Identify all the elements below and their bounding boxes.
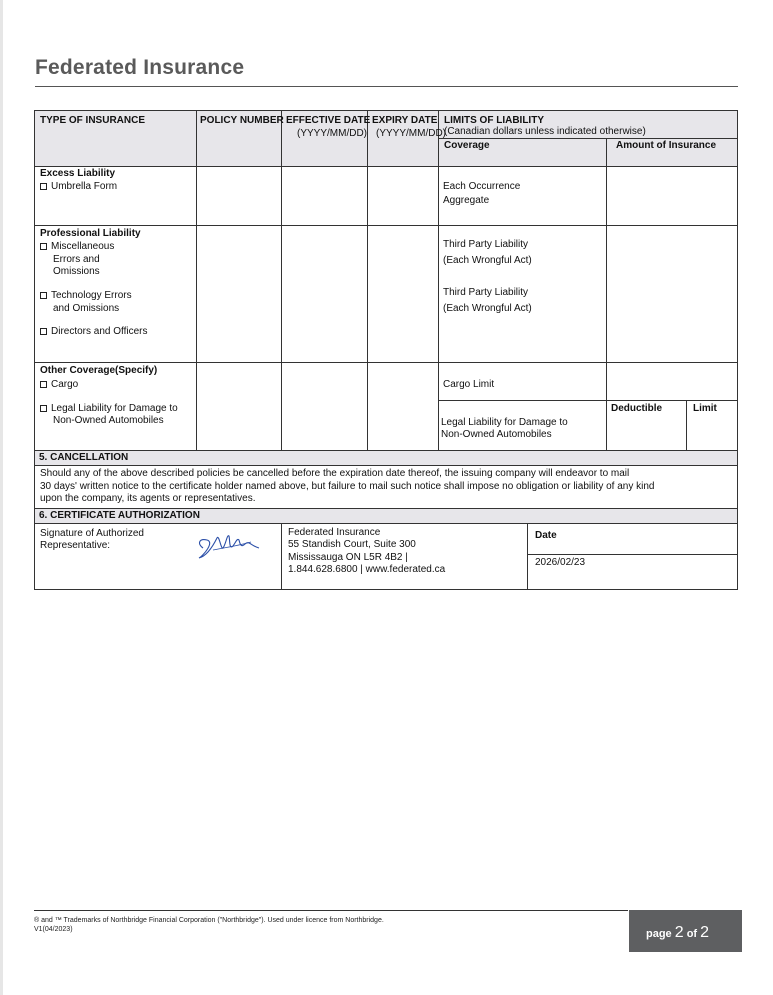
misc-errors-label-1: Miscellaneous [51, 241, 115, 252]
col-divider-2 [281, 110, 282, 450]
misc-errors-label-2: Errors and [53, 254, 100, 265]
tech-errors-label-2: and Omissions [53, 303, 120, 314]
table-right-border [737, 110, 738, 590]
date-divider [527, 554, 738, 555]
col-divider-3 [367, 110, 368, 450]
cancellation-text-3: upon the company, its agents or representatives. [40, 493, 256, 504]
misc-errors-label-3: Omissions [53, 266, 100, 277]
version-label: V1(04/2023) [34, 926, 73, 933]
signature-label-2: Representative: [40, 540, 111, 551]
cancellation-text-1: Should any of the above described policies be cancelled before the expiration date thereof, the issuing company will endeavor to mail [40, 468, 630, 479]
legal-liability-option[interactable] [40, 403, 178, 415]
page-current: 2 [674, 924, 684, 941]
authorization-heading: 6. CERTIFICATE AUTHORIZATION [35, 509, 737, 523]
directors-officers-label: Directors and Officers [51, 326, 148, 337]
other-coverage-title: Other Coverage(Specify) [40, 365, 158, 376]
auth-col-divider-1 [281, 523, 282, 589]
misc-errors-checkbox[interactable] [40, 243, 47, 250]
tech-errors-label-1: Technology Errors [51, 290, 132, 301]
trademark-notice: ® and ™ Trademarks of Northbridge Financial Corporation ("Northbridge"). Used under licence from Northbridge. [34, 917, 384, 924]
umbrella-form-option[interactable] [40, 181, 117, 193]
cargo-option[interactable] [40, 379, 78, 391]
authorization-heading-border [34, 523, 738, 524]
deductible-label: Deductible [611, 403, 663, 414]
header-type-of-insurance: TYPE OF INSURANCE [40, 115, 146, 126]
header-amount-of-insurance: Amount of Insurance [616, 140, 717, 151]
limits-subheader-line [438, 138, 738, 139]
row-divider-professional [34, 362, 738, 363]
table-bottom-border [34, 589, 738, 590]
header-expiry-date: EXPIRY DATE [372, 115, 438, 126]
col-divider-1 [196, 110, 197, 450]
company-address-2: Mississauga ON L5R 4B2 | [288, 552, 408, 563]
date-value: 2026/02/23 [535, 557, 586, 568]
cargo-checkbox[interactable] [40, 381, 47, 388]
company-name: Federated Insurance [288, 527, 381, 538]
footer-divider [34, 910, 628, 911]
header-limits-note: (Canadian dollars unless indicated otherwise) [444, 126, 646, 137]
legal-liability-coverage-1: Legal Liability for Damage to [441, 417, 568, 428]
directors-officers-checkbox[interactable] [40, 328, 47, 335]
excess-liability-title: Excess Liability [40, 168, 116, 179]
col-divider-5 [606, 138, 607, 400]
col-divider-6 [686, 400, 687, 450]
legal-liability-label-1: Legal Liability for Damage to [51, 403, 178, 414]
aggregate-label: Aggregate [443, 195, 490, 206]
misc-errors-option[interactable] [40, 241, 114, 253]
directors-officers-option[interactable] [40, 326, 148, 338]
date-label: Date [535, 530, 557, 541]
page-edge [0, 0, 3, 995]
tech-errors-option[interactable] [40, 290, 132, 302]
header-limits-of-liability: LIMITS OF LIABILITY [444, 115, 544, 126]
limit-label: Limit [693, 403, 717, 414]
third-party-liability-1: Third Party Liability [443, 239, 529, 250]
col-divider-5b [606, 400, 607, 450]
header-expiry-format: (YYYY/MM/DD) [376, 128, 446, 139]
page-total: 2 [700, 924, 710, 941]
row-divider-cargo [438, 400, 738, 401]
page-of-word: of [683, 928, 701, 940]
legal-liability-label-2: Non-Owned Automobiles [53, 415, 164, 426]
tech-errors-checkbox[interactable] [40, 292, 47, 299]
legal-liability-checkbox[interactable] [40, 405, 47, 412]
header-effective-format: (YYYY/MM/DD) [297, 128, 367, 139]
page-word: page [646, 928, 675, 940]
header-effective-date: EFFECTIVE DATE [286, 115, 371, 126]
header-coverage: Coverage [444, 140, 490, 151]
cargo-limit-label: Cargo Limit [443, 379, 495, 390]
professional-liability-title: Professional Liability [40, 228, 141, 239]
header-bottom-border [34, 166, 738, 167]
cancellation-heading: 5. CANCELLATION [35, 451, 737, 465]
signature-label-1: Signature of Authorized [40, 528, 144, 539]
header-policy-number: POLICY NUMBER [200, 115, 284, 126]
header-divider [35, 86, 738, 87]
cargo-label: Cargo [51, 379, 79, 390]
cancellation-heading-border [34, 465, 738, 466]
auth-col-divider-2 [527, 523, 528, 589]
cancellation-text-2: 30 days' written notice to the certificate holder named above, but failure to mail such notice shall impose no obligation or liability of any kind [40, 481, 655, 492]
umbrella-form-label: Umbrella Form [51, 181, 118, 192]
umbrella-form-checkbox[interactable] [40, 183, 47, 190]
company-contact: 1.844.628.6800 | www.federated.ca [288, 564, 446, 575]
col-divider-4 [438, 110, 439, 450]
signature-image [193, 526, 263, 564]
table-top-border [34, 110, 738, 111]
page-indicator [629, 910, 742, 952]
page-title: Federated Insurance [35, 56, 245, 79]
footer-notice [34, 916, 384, 934]
each-wrongful-act-1: (Each Wrongful Act) [443, 255, 532, 266]
legal-liability-coverage-2: Non-Owned Automobiles [441, 429, 552, 440]
company-address-1: 55 Standish Court, Suite 300 [288, 539, 416, 550]
each-wrongful-act-2: (Each Wrongful Act) [443, 303, 532, 314]
row-divider-excess [34, 225, 738, 226]
each-occurrence-label: Each Occurrence [443, 181, 521, 192]
third-party-liability-2: Third Party Liability [443, 287, 529, 298]
